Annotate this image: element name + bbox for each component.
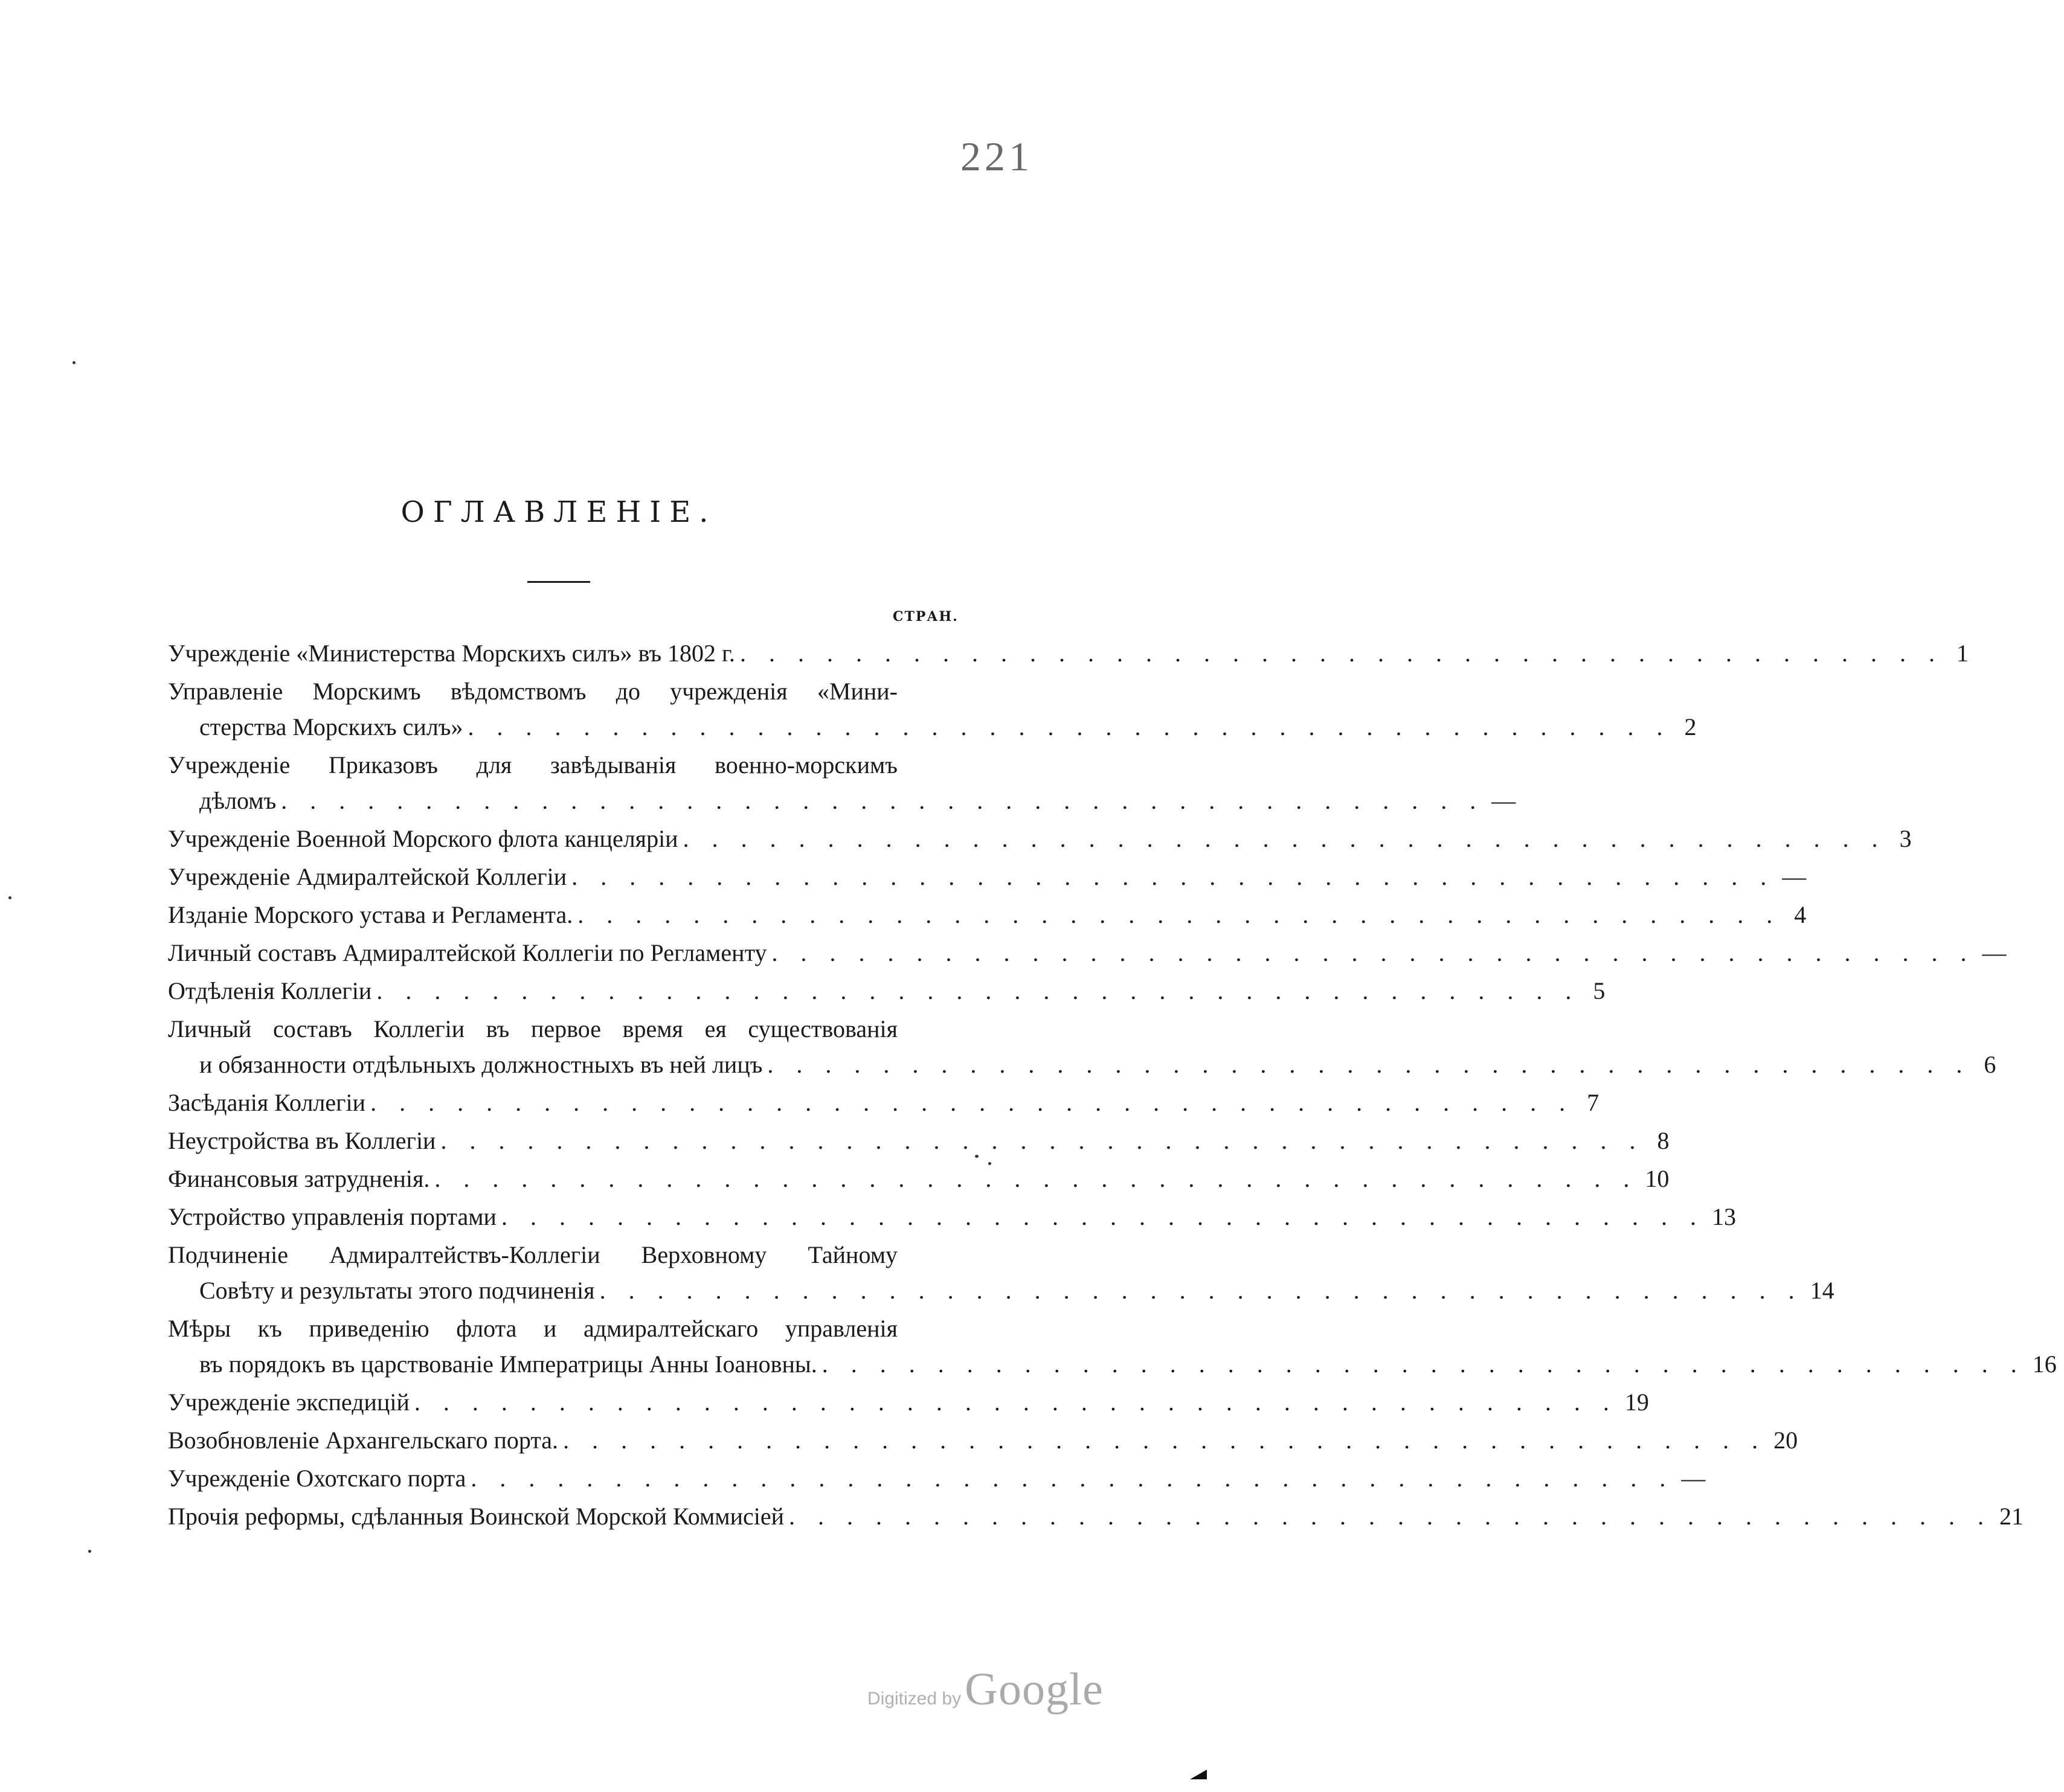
toc-entry-text: Личный составъ Адмиралтейской Коллегiи по Регламенту: [168, 939, 767, 966]
toc-entry-text: Учрежденiе Охотскаго порта: [168, 1465, 466, 1492]
toc-entry-text: Прочiя реформы, сдѣланныя Воинской Морской Коммисiей: [168, 1503, 785, 1530]
leader-dots: . . . . . . . . . . . . . . . . . . . . . . . . . . . . . . . . . . . . . . . . . .: [739, 640, 1943, 667]
toc-page-number: 13: [1711, 1203, 1736, 1230]
toc-entry-line: [168, 673, 898, 709]
toc-entry-line: [168, 1346, 2057, 1382]
leader-dots: . . . . . . . . . . . . . . . . . . . . . . . . . . . . . . . . . . . . . . . . . .: [414, 1389, 1618, 1416]
toc-entry-line: [168, 1384, 1649, 1420]
toc-entry: [168, 821, 1912, 856]
leader-dots: . . . . . . . . . . . . . . . . . . . . . . . . . . . . . . . . . . . . . . . . . .: [577, 901, 1781, 928]
toc-entry: [168, 1460, 1706, 1496]
watermark-prefix: Digitized by: [867, 1689, 962, 1709]
toc-entry-text: и обязанности отдѣльныхъ должностныхъ въ ней лицъ: [199, 1051, 763, 1078]
toc-entry-line: [168, 1460, 1706, 1496]
toc-entry-text: Неустройства въ Коллегiи: [168, 1127, 436, 1154]
toc-entry-line: [168, 709, 1697, 745]
toc-entry-text: Учрежденiе Адмиралтейской Коллегiи: [168, 863, 567, 890]
toc-entry-text: въ порядокъ въ царствованiе Императрицы Анны Iоановны.: [199, 1350, 817, 1378]
toc-page-number: 5: [1593, 977, 1606, 1004]
toc-entry-text: Совѣту и результаты этого подчиненiя: [199, 1277, 595, 1304]
toc-page-number: 21: [1999, 1503, 2024, 1530]
google-logo: Google: [965, 1664, 1104, 1715]
toc-entry: [168, 935, 2007, 971]
toc-entry-text: Засѣданiя Коллегiи: [168, 1089, 366, 1116]
table-of-contents: [168, 635, 2057, 1537]
toc-entry-line: [168, 1498, 2024, 1534]
leader-dots: . . . . . . . . . . . . . . . . . . . . . . . . . . . . . . . . . . . . . . . . . .: [683, 825, 1886, 852]
toc-entry-text: Учрежденiе Приказовъ для завѣдыванiя военно-морскимъ: [168, 751, 898, 779]
toc-entry-line: [168, 1237, 898, 1273]
toc-entry-line: [168, 1047, 1996, 1082]
leader-dots: . . . . . . . . . . . . . . . . . . . . . . . . . . . . . . . . . . . . . . . . . .: [281, 787, 1485, 814]
toc-entry-text: Изданiе Морского устава и Регламента.: [168, 901, 573, 928]
leader-dots: . . . . . . . . . . . . . . . . . . . . . . . . . . . . . . . . . . . . . . . . . .: [376, 977, 1580, 1004]
toc-entry-line: [168, 973, 1606, 1009]
toc-page-number: 1: [1956, 640, 1969, 667]
toc-entry-text: Учрежденiе Военной Морского флота канцелярiи: [168, 825, 678, 852]
toc-entry: [168, 1011, 1996, 1082]
toc-entry-text: Финансовыя затрудненiя.: [168, 1165, 430, 1192]
toc-entry-line: [168, 1311, 898, 1346]
toc-entry-text: Отдѣленiя Коллегiи: [168, 977, 372, 1004]
toc-page-number: 19: [1624, 1389, 1649, 1416]
toc-entry-line: [168, 1011, 898, 1047]
leader-dots: . . . . . . . . . . . . . . . . . . . . . . . . . . . . . . . . . . . . . . . . . .: [771, 939, 1975, 966]
toc-page-number: 2: [1684, 713, 1697, 740]
leader-dots: . . . . . . . . . . . . . . . . . . . . . . . . . . . . . . . . . . . . . . . . . .: [370, 1089, 1574, 1116]
leader-dots: . . . . . . . . . . . . . . . . . . . . . . . . . . . . . . . . . . . . . . . . . .: [821, 1350, 2025, 1378]
toc-entry-line: [168, 1123, 1670, 1158]
toc-entry: [168, 859, 1807, 894]
toc-entry: [168, 897, 1807, 933]
toc-page-number: —: [1782, 863, 1807, 890]
scan-speck: [975, 1155, 979, 1158]
leader-dots: . . . . . . . . . . . . . . . . . . . . . . . . . . . . . . . . . . . . . . . . . .: [434, 1165, 1638, 1192]
page-title: ОГЛАВЛЕНIЕ.: [400, 495, 717, 529]
leader-dots: . . . . . . . . . . . . . . . . . . . . . . . . . . . . . . . . . . . . . . . . . .: [471, 1465, 1674, 1492]
toc-entry-line: [168, 1199, 1736, 1235]
toc-page-number: 14: [1810, 1277, 1834, 1304]
toc-entry: [168, 1161, 1670, 1196]
toc-page-number: —: [1491, 787, 1516, 814]
toc-entry-text: дѣломъ: [199, 787, 277, 814]
toc-entry: [168, 1311, 2057, 1382]
toc-entry-line: [168, 1161, 1670, 1196]
leader-dots: . . . . . . . . . . . . . . . . . . . . . . . . . . . . . . . . . . . . . . . . . .: [599, 1277, 1803, 1304]
toc-entry-line: [168, 1273, 1834, 1308]
leader-dots: . . . . . . . . . . . . . . . . . . . . . . . . . . . . . . . . . . . . . . . . . .: [468, 713, 1671, 740]
scan-speck: [988, 1162, 991, 1165]
library-shelf-mark: 221: [960, 133, 1033, 179]
toc-page-number: —: [1681, 1465, 1706, 1492]
scan-speck: [88, 1550, 91, 1553]
toc-page-number: —: [1982, 939, 2007, 966]
toc-page-number: 20: [1773, 1427, 1798, 1454]
leader-dots: . . . . . . . . . . . . . . . . . . . . . . . . . . . . . . . . . . . . . . . . . .: [501, 1203, 1705, 1230]
page-column-header: СТРАН.: [893, 609, 959, 625]
toc-entry-line: [168, 897, 1807, 933]
title-divider: [527, 581, 590, 583]
toc-entry-line: [168, 783, 1516, 818]
toc-entry-line: [168, 1085, 1599, 1120]
toc-entry-line: [168, 635, 1969, 671]
toc-entry-text: Учрежденiе «Министерства Морскихъ силъ» въ 1802 г.: [168, 640, 735, 667]
digitized-watermark: [867, 1663, 1104, 1716]
toc-entry: [168, 1384, 1649, 1420]
toc-entry: [168, 747, 1516, 818]
toc-entry: [168, 1498, 2024, 1534]
toc-page-number: 3: [1899, 825, 1912, 852]
toc-entry-text: Управленiе Морскимъ вѣдомствомъ до учрежденiя «Мини-: [168, 678, 898, 705]
toc-entry-line: [168, 821, 1912, 856]
toc-entry-text: Учрежденiе экспедицiй: [168, 1389, 410, 1416]
toc-entry-text: Устройство управленiя портами: [168, 1203, 497, 1230]
leader-dots: . . . . . . . . . . . . . . . . . . . . . . . . . . . . . . . . . . . . . . . . . .: [563, 1427, 1767, 1454]
scan-speck: [72, 361, 76, 364]
leader-dots: . . . . . . . . . . . . . . . . . . . . . . . . . . . . . . . . . . . . . . . . . .: [571, 863, 1775, 890]
toc-page-number: 6: [1984, 1051, 1996, 1078]
leader-dots: . . . . . . . . . . . . . . . . . . . . . . . . . . . . . . . . . . . . . . . . . .: [440, 1127, 1644, 1154]
scan-speck: [8, 896, 11, 899]
toc-page-number: 16: [2032, 1350, 2057, 1378]
toc-entry-text: стерства Морскихъ силъ»: [199, 713, 463, 740]
toc-entry-line: [168, 859, 1807, 894]
toc-entry-line: [168, 747, 898, 783]
toc-page-number: 4: [1794, 901, 1807, 928]
toc-entry: [168, 673, 1697, 745]
toc-entry-text: Мѣры къ приведенiю флота и адмиралтейскаго управленiя: [168, 1315, 898, 1342]
toc-entry-line: [168, 935, 2007, 971]
toc-entry-text: Возобновленiе Архангельскаго порта.: [168, 1427, 559, 1454]
toc-page-number: 10: [1645, 1165, 1670, 1192]
toc-entry: [168, 1123, 1670, 1158]
toc-entry: [168, 973, 1606, 1009]
toc-entry: [168, 1085, 1599, 1120]
toc-entry: [168, 1199, 1736, 1235]
scan-corner-mark: [1190, 1770, 1207, 1779]
toc-entry-line: [168, 1422, 1798, 1458]
toc-page-number: 8: [1657, 1127, 1670, 1154]
leader-dots: . . . . . . . . . . . . . . . . . . . . . . . . . . . . . . . . . . . . . . . . . .: [789, 1503, 1993, 1530]
leader-dots: . . . . . . . . . . . . . . . . . . . . . . . . . . . . . . . . . . . . . . . . . .: [767, 1051, 1971, 1078]
toc-entry-text: Подчиненiе Адмиралтействъ-Коллегiи Верховному Тайному: [168, 1241, 898, 1268]
toc-entry: [168, 1237, 1834, 1308]
toc-entry: [168, 635, 1969, 671]
toc-entry-text: Личный составъ Коллегiи въ первое время ея существованiя: [168, 1015, 898, 1042]
toc-entry: [168, 1422, 1798, 1458]
toc-page-number: 7: [1587, 1089, 1599, 1116]
